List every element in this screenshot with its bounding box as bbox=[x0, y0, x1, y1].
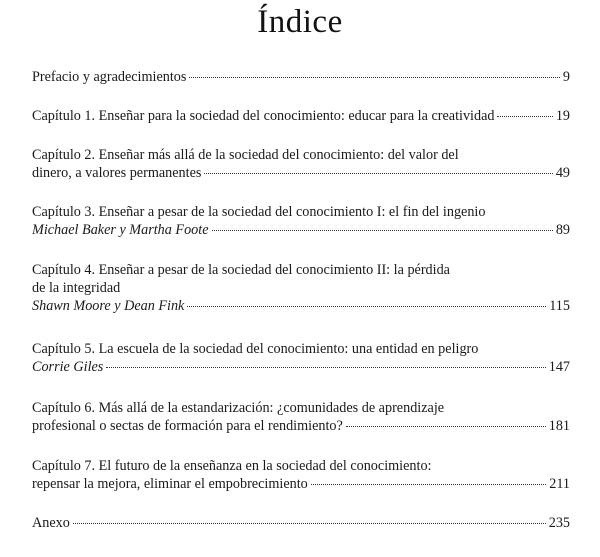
toc-entry-chapter-1 bbox=[32, 107, 570, 125]
toc-page-number: 211 bbox=[549, 476, 570, 492]
toc-entry-title: Capítulo 6. Más allá de la estandarización: ¿comunidades de aprendizaje bbox=[32, 400, 445, 416]
dot-leader bbox=[204, 173, 552, 174]
toc-entry-title-continued: dinero, a valores permanentes bbox=[32, 165, 202, 181]
toc-entry-title: Anexo bbox=[32, 515, 70, 531]
toc-entry-chapter-5 bbox=[32, 340, 570, 376]
toc-entry-title: Capítulo 2. Enseñar más allá de la sociedad del conocimiento: del valor del bbox=[32, 147, 459, 163]
toc-entry-anexo bbox=[32, 514, 570, 532]
toc-entry-author: Shawn Moore y Dean Fink bbox=[32, 298, 185, 314]
toc-entry-chapter-4 bbox=[32, 261, 570, 315]
toc-entry-title: Capítulo 3. Enseñar a pesar de la sociedad del conocimiento I: el fin del ingenio bbox=[32, 204, 486, 220]
toc-entry-title-continued: repensar la mejora, eliminar el empobrecimiento bbox=[32, 476, 308, 492]
toc-page-number: 115 bbox=[549, 298, 570, 314]
toc-entry-author: Corrie Giles bbox=[32, 359, 104, 375]
toc-entry-title: Capítulo 7. El futuro de la enseñanza en la sociedad del conocimiento: bbox=[32, 458, 432, 474]
toc-entry-title: Prefacio y agradecimientos bbox=[32, 69, 187, 85]
dot-leader bbox=[212, 230, 553, 231]
dot-leader bbox=[189, 77, 559, 78]
toc-entry-author: Michael Baker y Martha Foote bbox=[32, 222, 209, 238]
dot-leader bbox=[106, 367, 545, 368]
toc-entry-chapter-2 bbox=[32, 146, 570, 182]
toc-entry-title: Capítulo 5. La escuela de la sociedad del conocimiento: una entidad en peligro bbox=[32, 341, 479, 357]
toc-page-number: 181 bbox=[548, 418, 570, 434]
toc-page-number: 19 bbox=[555, 108, 570, 124]
toc-entry-title: Capítulo 1. Enseñar para la sociedad del conocimiento: educar para la creatividad bbox=[32, 108, 495, 124]
dot-leader bbox=[73, 523, 546, 524]
dot-leader bbox=[346, 426, 546, 427]
dot-leader bbox=[311, 484, 546, 485]
toc-entry-chapter-7 bbox=[32, 457, 570, 493]
toc-entry-title-continued: de la integridad bbox=[32, 280, 121, 296]
toc-page-number: 89 bbox=[555, 222, 570, 238]
toc-entry-prefacio bbox=[32, 68, 570, 86]
toc-page-number: 9 bbox=[562, 69, 570, 85]
toc-entry-chapter-6 bbox=[32, 399, 570, 435]
dot-leader bbox=[187, 306, 546, 307]
toc-page-number: 235 bbox=[548, 515, 570, 531]
toc-page-number: 49 bbox=[555, 165, 570, 181]
toc-entry-chapter-3 bbox=[32, 203, 570, 239]
dot-leader bbox=[497, 116, 552, 117]
toc-entry-title-continued: profesional o sectas de formación para el rendimiento? bbox=[32, 418, 343, 434]
toc-entry-title: Capítulo 4. Enseñar a pesar de la sociedad del conocimiento II: la pérdida bbox=[32, 262, 450, 278]
page-title: Índice bbox=[257, 4, 343, 40]
toc-page-number: 147 bbox=[548, 359, 570, 375]
